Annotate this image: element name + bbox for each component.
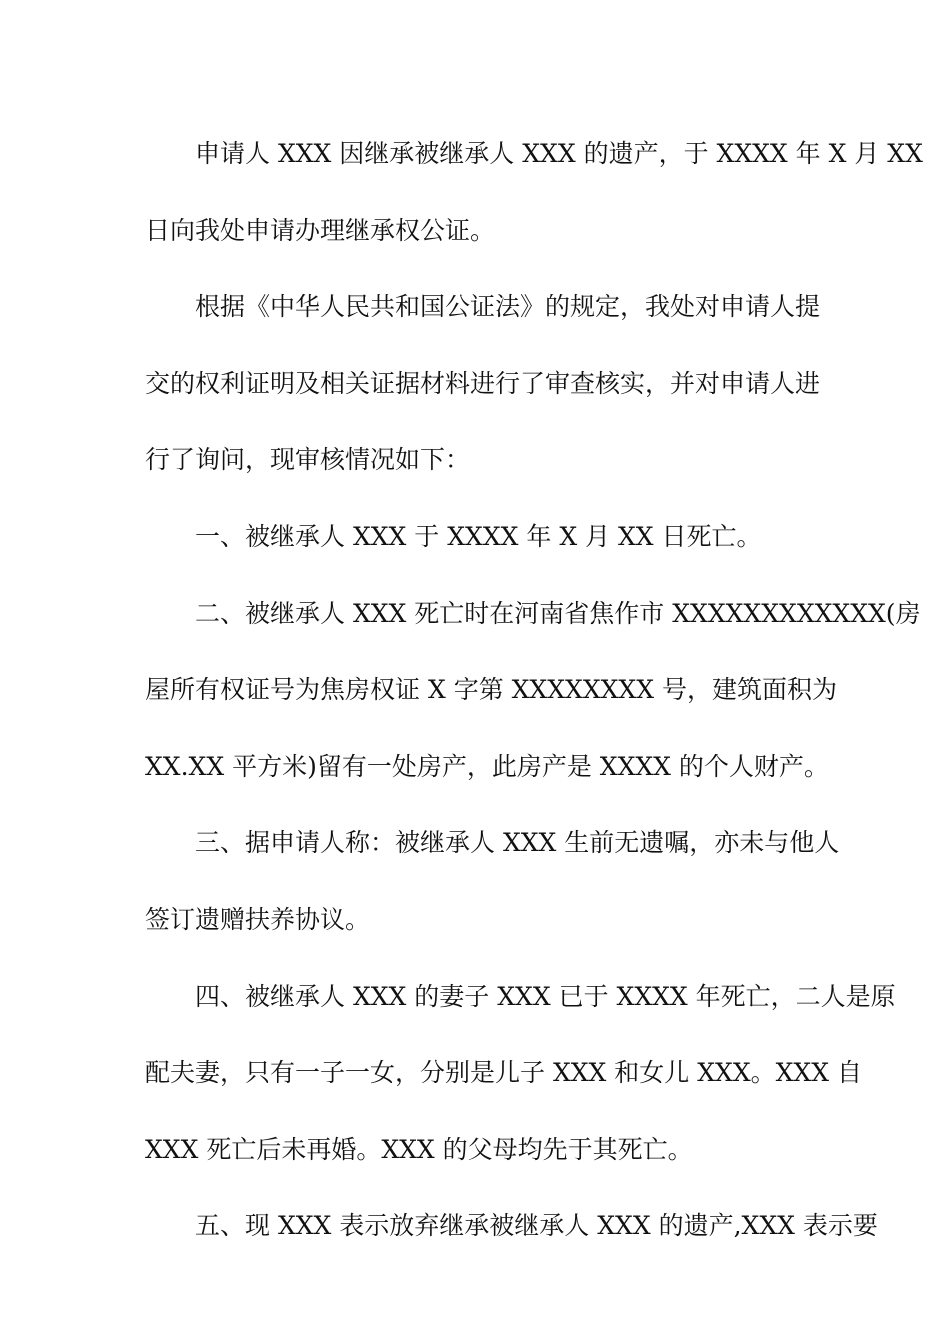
text-line: 交的权利证明及相关证据材料进行了审查核实，并对申请人进 bbox=[145, 368, 821, 398]
text-line: 四、被继承人 XXX 的妻子 XXX 已于 XXXX 年死亡，二人是原 bbox=[195, 981, 896, 1011]
text-line: 三、据申请人称：被继承人 XXX 生前无遗嘱，亦未与他人 bbox=[195, 828, 840, 858]
text-line: 五、现 XXX 表示放弃继承被继承人 XXX 的遗产,XXX 表示要 bbox=[195, 1211, 878, 1241]
text-line: 申请人 XXX 因继承被继承人 XXX 的遗产，于 XXXX 年 X 月 XX bbox=[195, 139, 923, 168]
text-line: XX.XX 平方米)留有一处房产，此房产是 XXXX 的个人财产。 bbox=[145, 751, 829, 781]
text-line: 配夫妻，只有一子一女，分别是儿子 XXX 和女儿 XXX。XXX 自 bbox=[145, 1058, 862, 1088]
text-line: 一、被继承人 XXX 于 XXXX 年 X 月 XX 日死亡。 bbox=[195, 521, 762, 551]
text-line: 签订遗赠扶养协议。 bbox=[145, 904, 371, 934]
text-line: 行了询问，现审核情况如下： bbox=[145, 445, 471, 475]
text-line: 根据《中华人民共和国公证法》的规定，我处对申请人提 bbox=[195, 292, 821, 322]
text-line: 二、被继承人 XXX 死亡时在河南省焦作市 XXXXXXXXXXXX(房 bbox=[195, 598, 921, 628]
document-body bbox=[145, 116, 923, 1265]
text-line: 日向我处申请办理继承权公证。 bbox=[145, 215, 496, 245]
text-line: 屋所有权证号为焦房权证 X 字第 XXXXXXXX 号，建筑面积为 bbox=[145, 675, 837, 705]
text-line: XXX 死亡后未再婚。XXX 的父母均先于其死亡。 bbox=[145, 1134, 693, 1164]
